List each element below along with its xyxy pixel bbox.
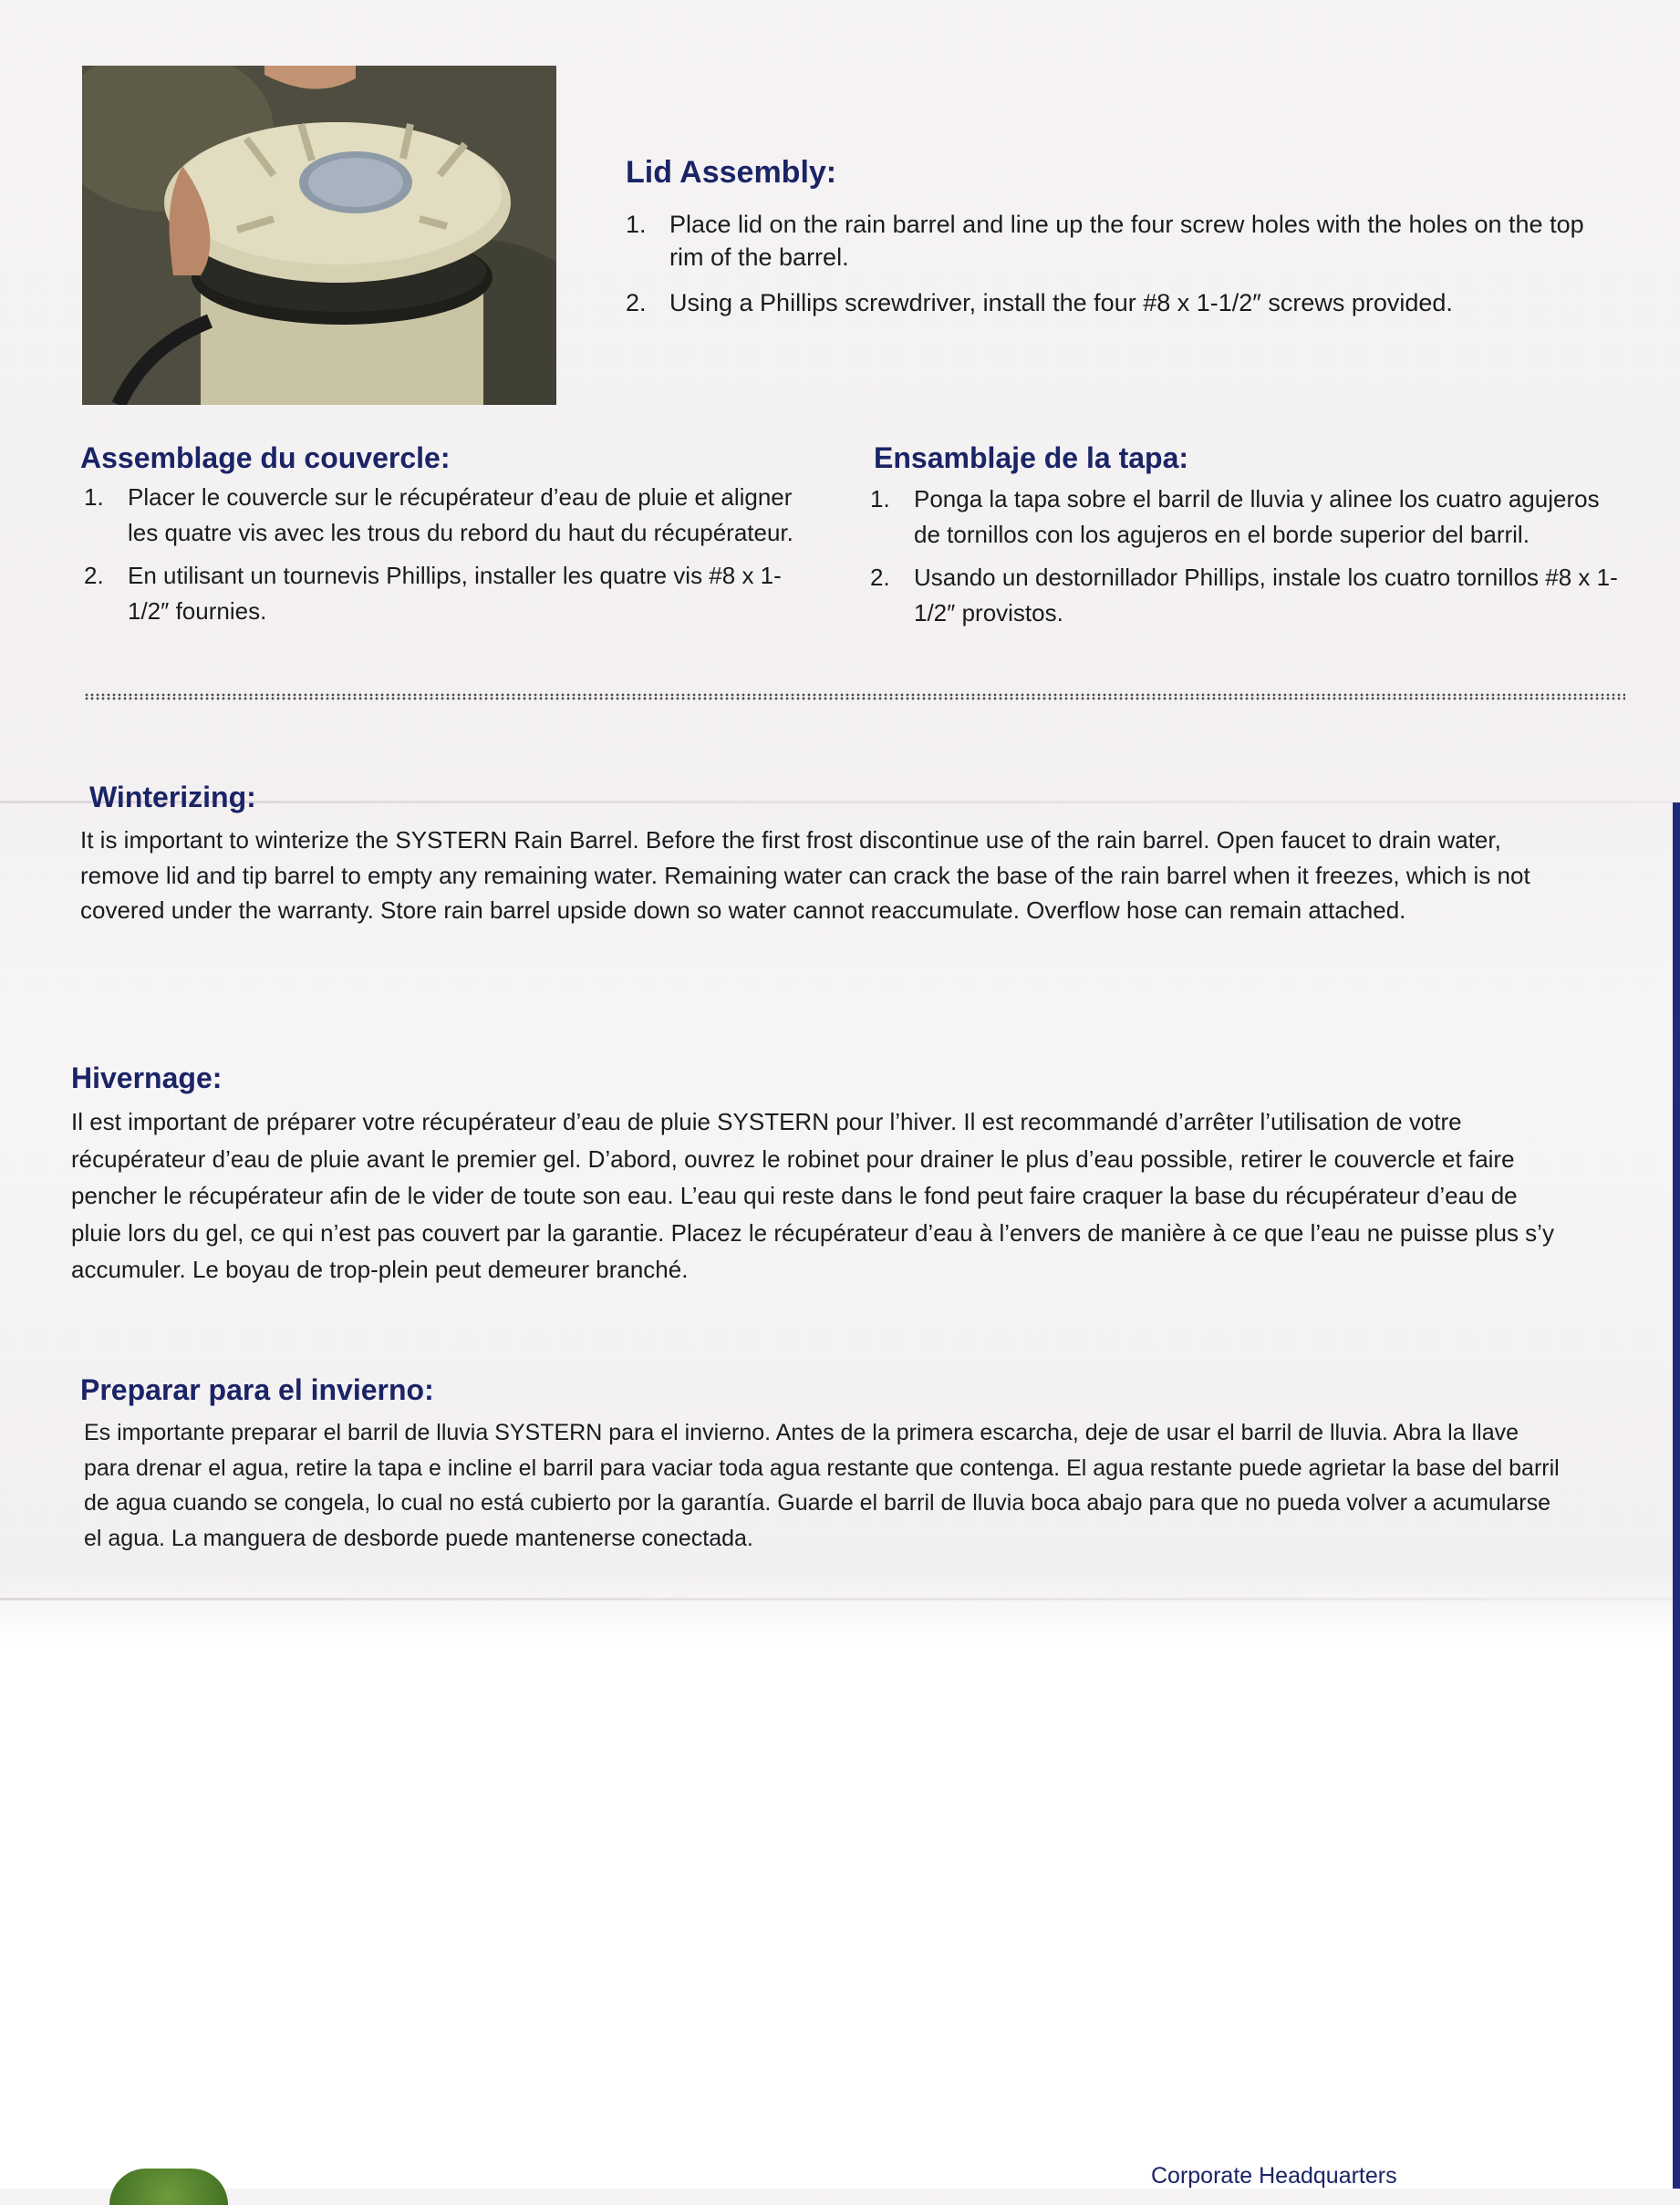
lid-assembly-photo bbox=[82, 66, 556, 405]
lid-assembly-step-2 bbox=[626, 286, 1611, 319]
paper-fold-bottom bbox=[0, 1598, 1680, 1600]
step-text: Using a Phillips screwdriver, install the four #8 x 1-1/2″ screws provided. bbox=[669, 289, 1453, 316]
ensamblaje-tapa-heading: Ensamblaje de la tapa: bbox=[874, 441, 1189, 474]
company-logo-leaf bbox=[109, 2169, 228, 2205]
dotted-separator bbox=[84, 693, 1625, 700]
hivernage-heading: Hivernage: bbox=[71, 1061, 223, 1094]
step-number: 1. bbox=[84, 483, 104, 511]
ensamblaje-step-1 bbox=[870, 481, 1618, 553]
lid-assembly-heading: Lid Assembly: bbox=[626, 155, 837, 190]
hivernage-body: Il est important de préparer votre récupérateur d’eau de pluie SYSTERN pour l’hiver. Il est recommandé d’arrêter l’utilisation de votre récupérateur d’eau de pluie avant le premier gel. D’abord, ouvrez le robinet pour drainer le plus d’eau possible, retirer le couvercle et faire pencher le récupérateur afin de le vider de toute son eau. L’eau qui reste dans le fond peut faire craquer la base du récupérateur d’eau de pluie lors du gel, ce qui n’est pas couvert par la garantie. Placez le récupérateur d’eau à l’envers de manière à ce que l’eau ne puisse plus s’y accumuler. Le boyau de trop-plein peut demeurer branché. bbox=[71, 1108, 1554, 1283]
ensamblaje-step-2 bbox=[870, 560, 1618, 631]
winterizing-body: It is important to winterize the SYSTERN Rain Barrel. Before the first frost discontinue use of the rain barrel. Open faucet to drain water, remove lid and tip barrel to empty any remaining water. Remaining water can crack the base of the rain barrel when it freezes, which is not covered under the warranty. Store rain barrel upside down so water cannot reaccumulate. Overflow hose can remain attached. bbox=[80, 826, 1530, 924]
preparar-invierno-heading: Preparar para el invierno: bbox=[80, 1373, 434, 1406]
step-text: Ponga la tapa sobre el barril de lluvia y alinee los cuatro agujeros de tornillos con los agujeros en el borde superior del barril. bbox=[914, 485, 1600, 548]
step-text: En utilisant un tournevis Phillips, installer les quatre vis #8 x 1-1/2″ fournies. bbox=[128, 562, 782, 625]
step-number: 1. bbox=[870, 485, 890, 512]
lid-assembly-steps bbox=[626, 208, 1611, 319]
step-number: 1. bbox=[626, 211, 647, 238]
assemblage-step-1 bbox=[84, 480, 814, 551]
assemblage-couvercle-heading: Assemblage du couvercle: bbox=[80, 441, 451, 474]
corporate-headquarters-label: Corporate Headquarters bbox=[1151, 2163, 1397, 2189]
assemblage-step-2 bbox=[84, 558, 814, 629]
winterizing-heading: Winterizing: bbox=[89, 781, 256, 813]
preparar-invierno-body: Es importante preparar el barril de lluvia SYSTERN para el invierno. Antes de la primera escarcha, deje de usar el barril de lluvia. Abra la llave para drenar el agua, retire la tapa e incline el barril para vaciar toda agua restante que contenga. El agua restante puede agrietar la base del barril de agua cuando se congela, lo cual no está cubierto por la garantía. Guarde el barril de lluvia boca abajo para que no pueda volver a acumularse el agua. La manguera de desborde puede mantenerse conectada. bbox=[84, 1420, 1560, 1551]
ensamblaje-tapa-steps bbox=[870, 481, 1618, 631]
step-number: 2. bbox=[870, 564, 890, 591]
barrel-illustration bbox=[82, 66, 556, 405]
step-text: Place lid on the rain barrel and line up the four screw holes with the holes on the top rim of the barrel. bbox=[669, 211, 1584, 271]
step-text: Placer le couvercle sur le récupérateur d’eau de pluie et aligner les quatre vis avec les trous du rebord du haut du récupérateur. bbox=[128, 483, 793, 546]
step-number: 2. bbox=[84, 562, 104, 589]
step-text: Usando un destornillador Phillips, instale los cuatro tornillos #8 x 1-1/2″ provistos. bbox=[914, 564, 1618, 626]
page-edge bbox=[1673, 802, 1680, 2189]
lid-assembly-step-1 bbox=[626, 208, 1611, 274]
assemblage-couvercle-steps bbox=[84, 480, 814, 629]
step-number: 2. bbox=[626, 289, 647, 316]
